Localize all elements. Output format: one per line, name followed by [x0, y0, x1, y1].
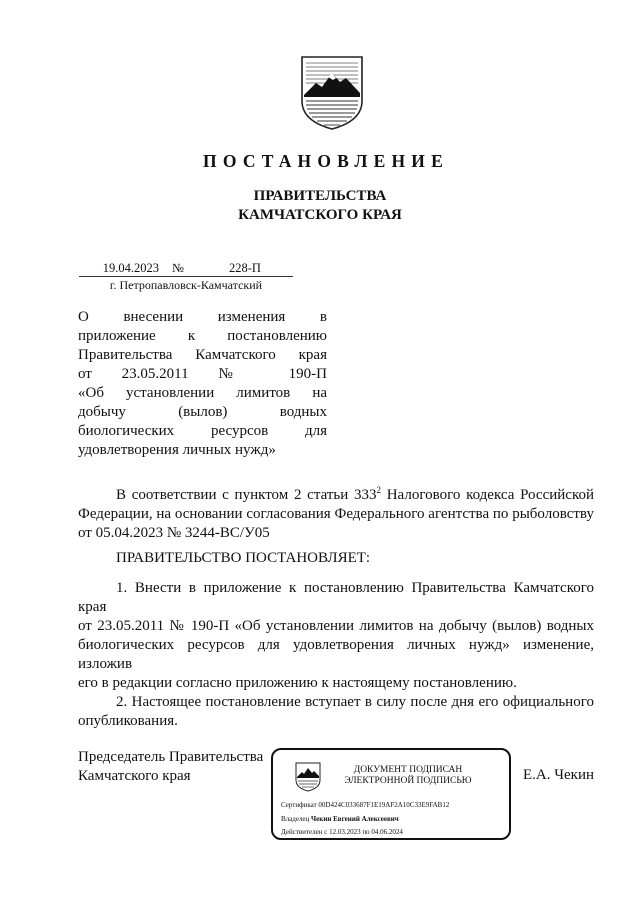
subject-line: Правительства Камчатского края — [78, 347, 327, 363]
cert-label: Сертификат — [281, 801, 317, 809]
subject-line: добычу (вылов) водных — [78, 404, 327, 420]
stamp-heading-line-2: ЭЛЕКТРОННОЙ ПОДПИСЬЮ — [344, 776, 472, 786]
item-1-line: биологических ресурсов для удовлетворения личных нужд» изменение, изложив — [78, 637, 594, 672]
coat-of-arms-icon — [300, 55, 364, 131]
valid-to-label: по — [362, 828, 370, 836]
document-place: г. Петропавловск-Камчатский — [109, 278, 263, 292]
date-number-row — [79, 261, 293, 277]
stamp-coat-of-arms-icon — [295, 762, 321, 792]
stamp-owner — [281, 815, 399, 823]
preamble-line — [78, 481, 594, 505]
preamble-line: от 05.04.2023 № 3244-ВС/У05 — [78, 525, 270, 541]
item-1-line: 1. Внести в приложение к постановлению Правительства Камчатского края — [78, 580, 594, 615]
item-1-line: его в редакции согласно приложению к настоящему постановлению. — [78, 675, 517, 691]
owner-value: Чекин Евгений Алексеевич — [311, 815, 399, 823]
item-1-line: от 23.05.2011 № 190-П «Об установлении лимитов на добычу (вылов) водных — [78, 618, 594, 634]
document-meta — [79, 261, 293, 293]
issuer-line-1: ПРАВИТЕЛЬСТВА — [253, 188, 387, 204]
item-2-line: опубликования. — [78, 713, 178, 729]
subject-line: О внесении изменения в — [78, 309, 327, 325]
document-number: 228-П — [229, 261, 261, 275]
document-subject — [78, 308, 327, 460]
preamble-text: Налогового кодекса Российской — [381, 487, 594, 503]
subject-line: биологических ресурсов для — [78, 423, 327, 439]
preamble-line: Федерации, на основании согласования Федерального агентства по рыболовству — [78, 506, 594, 522]
subject-line: «Об установлении лимитов на — [78, 385, 327, 401]
article-superscript: 2 — [376, 485, 381, 495]
operative-items — [78, 579, 594, 731]
issuer-line-2: КАМЧАТСКОГО КРАЯ — [238, 207, 402, 223]
subject-line: от 23.05.2011 № 190-П — [78, 366, 327, 382]
valid-from: 12.03.2023 — [329, 828, 361, 836]
preamble-text: В соответствии с пунктом 2 статьи 333 — [116, 487, 377, 503]
position-line-2: Камчатского края — [78, 768, 191, 784]
resolve-heading: ПРАВИТЕЛЬСТВО ПОСТАНОВЛЯЕТ: — [116, 550, 371, 566]
signatory-name: Е.А. Чекин — [523, 767, 594, 783]
document-type-title: ПОСТАНОВЛЕНИЕ — [203, 151, 449, 171]
valid-to: 04.06.2024 — [371, 828, 403, 836]
cert-value: 00D424C033687F1E19AF2A10C33E9FAB12 — [318, 801, 450, 809]
signatory-position — [78, 748, 263, 786]
stamp-heading — [333, 765, 483, 787]
number-sign: № — [172, 261, 184, 275]
electronic-signature-stamp — [271, 748, 511, 840]
stamp-validity — [281, 828, 403, 836]
owner-label: Владелец — [281, 815, 310, 823]
subject-line: удовлетворения личных нужд» — [78, 442, 276, 458]
document-date: 19.04.2023 — [102, 261, 159, 275]
subject-line: приложение к постановлению — [78, 328, 327, 344]
stamp-certificate — [281, 801, 449, 809]
item-2-line: 2. Настоящее постановление вступает в силу после дня его официального — [116, 694, 594, 710]
issuer-title — [0, 187, 640, 225]
position-line-1: Председатель Правительства — [78, 749, 264, 765]
stamp-heading-line-1: ДОКУМЕНТ ПОДПИСАН — [353, 765, 463, 775]
preamble-paragraph — [78, 481, 594, 543]
valid-label: Действителен с — [281, 828, 328, 836]
